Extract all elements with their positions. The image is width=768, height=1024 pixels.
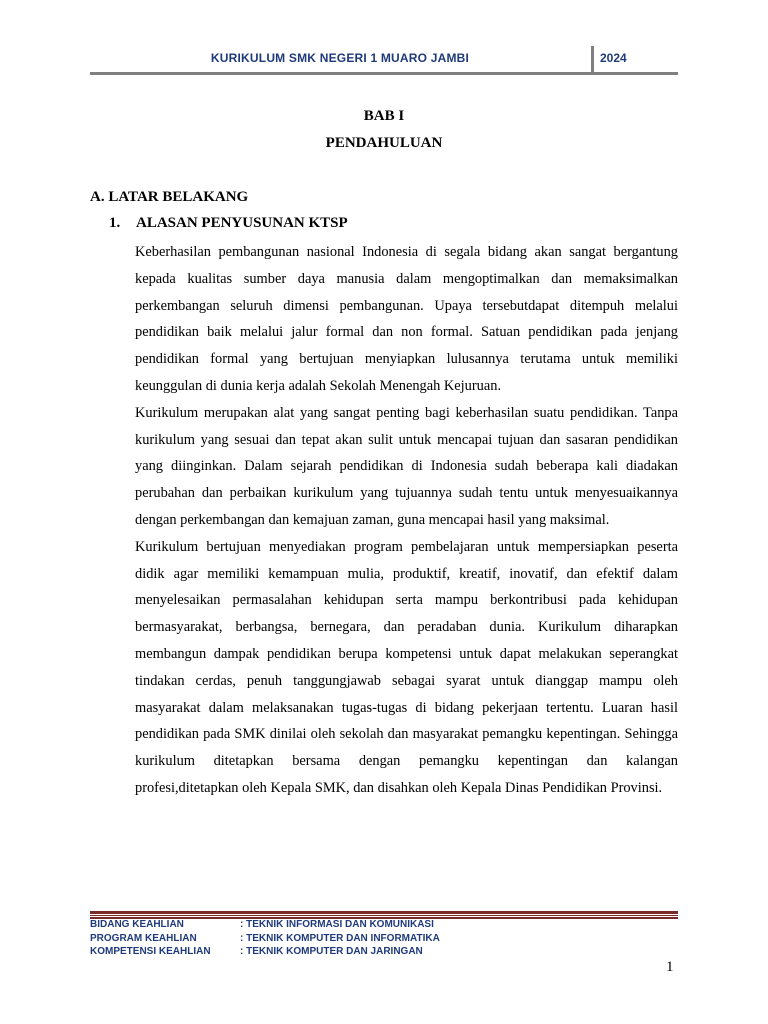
- footer-value: : TEKNIK KOMPUTER DAN INFORMATIKA: [240, 932, 440, 944]
- header-divider: [591, 46, 594, 73]
- page-number: 1: [666, 959, 674, 975]
- subsection-title: ALASAN PENYUSUNAN KTSP: [136, 215, 348, 231]
- footer-row-bidang: [90, 918, 678, 932]
- paragraph: Kurikulum merupakan alat yang sangat penting bagi keberhasilan suatu pendidikan. Tanpa kurikulum yang sesuai dan tepat akan sulit untuk mencapai tujuan dan sasaran pendidikan yang diinginkan. Dalam sejarah pendidikan di Indonesia sudah beberapa kali diadakan perubahan dan perbaikan kurikulum yang tujuannya sudah tentu untuk menyesuaikannya dengan perkembangan dan kemajuan zaman, guna mencapai hasil yang maksimal.: [135, 404, 678, 528]
- header-title: KURIKULUM SMK NEGERI 1 MUARO JAMBI: [210, 51, 470, 65]
- footer-value: : TEKNIK KOMPUTER DAN JARINGAN: [240, 946, 423, 957]
- footer-info: [90, 918, 678, 959]
- paragraph: Kurikulum bertujuan menyediakan program pembelajaran untuk mempersiapkan peserta didik agar memiliki kemampuan mulia, produktif, kreatif, inovatif, dan efektif dalam menyelesaikan permasalahan kehidupan serta mampu berkontribusi pada kehidupan bermasyarakat, berbangsa, bernegara, dan peradaban dunia. Kurikulum diharapkan membangun dampak pendidikan berupa kompetensi untuk dapat melakukan seperangkat tindakan cerdas, penuh tanggungjawab sebagai syarat untuk dianggap mampu oleh masyarakat dalam melaksanakan tugas-tugas di bidang pekerjaan tertentu. Luaran hasil pendidikan pada SMK dinilai oleh sekolah dan masyarakat pemangku kepentingan. Sehingga kurikulum ditetapkan bersama dengan pemangku kepentingan dan kalangan profesi,ditetapkan oleh Kepala SMK, dan disahkan oleh Kepala Dinas Pendidikan Provinsi.: [135, 538, 678, 796]
- footer-label: PROGRAM KEAHLIAN: [90, 932, 197, 944]
- section-heading: A. LATAR BELAKANG: [90, 189, 249, 205]
- header-year: 2024: [600, 51, 627, 65]
- footer-value: : TEKNIK INFORMASI DAN KOMUNIKASI: [240, 919, 434, 930]
- chapter-number: BAB I: [363, 108, 405, 124]
- subsection-heading: [109, 215, 348, 232]
- footer-rule: [90, 915, 678, 916]
- paragraph: Keberhasilan pembangunan nasional Indonesia di segala bidang akan sangat bergantung kepada kualitas sumber daya manusia dalam mengoptimalkan dan memaksimalkan perkembangan seluruh dimensi pembangunan. Upaya tersebutdapat ditempuh melalui pendidikan baik melalui jalur formal dan non formal. Satuan pendidikan pada jenjang pendidikan formal yang bertujuan menyiapkan lulusannya terutama untuk memiliki keunggulan di dunia kerja adalah Sekolah Menengah Kejuruan.: [135, 244, 678, 394]
- page-header: [90, 46, 678, 76]
- footer-row-kompetensi: [90, 945, 678, 959]
- footer-row-program: [90, 932, 678, 946]
- footer-label: BIDANG KEAHLIAN: [90, 919, 184, 930]
- chapter-title: PENDAHULUAN: [325, 135, 443, 151]
- subsection-number: 1.: [109, 215, 121, 231]
- footer-rule: [90, 911, 678, 914]
- footer-label: KOMPETENSI KEAHLIAN: [90, 946, 211, 957]
- body-text: [135, 239, 678, 802]
- header-rule: [90, 72, 678, 75]
